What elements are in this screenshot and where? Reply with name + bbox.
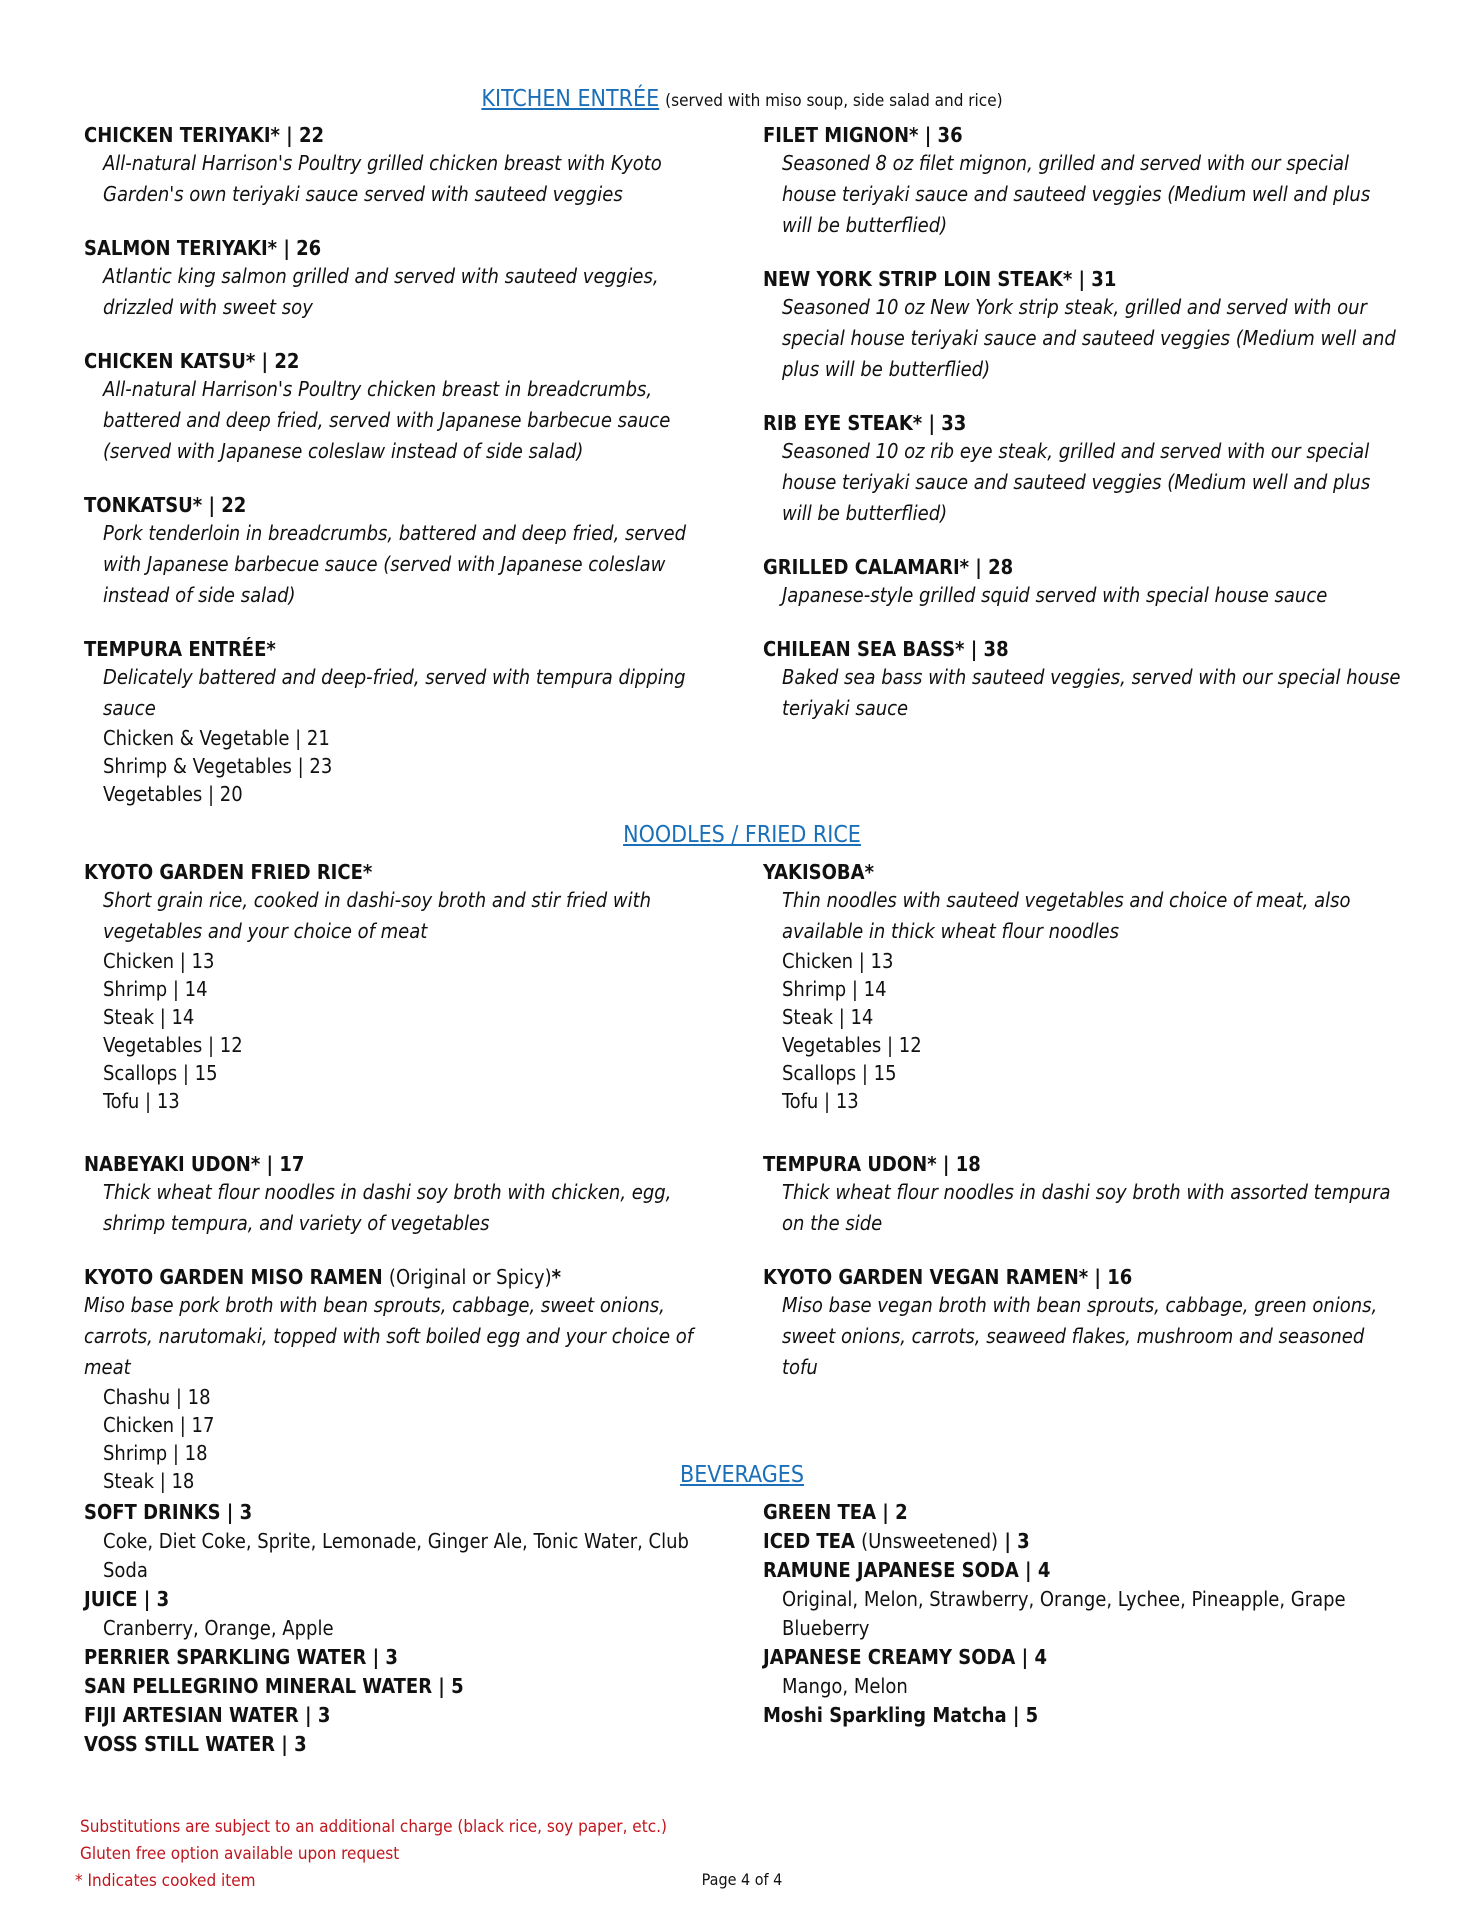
item-option: Tofu | 13 bbox=[103, 1089, 180, 1113]
page-number: Page 4 of 4 bbox=[701, 1870, 783, 1889]
beverage-title: SAN PELLEGRINO MINERAL WATER | 5 bbox=[84, 1674, 464, 1698]
item-title: TEMPURA ENTRÉE* bbox=[84, 637, 276, 661]
menu-item-nabeyaki-udon bbox=[84, 1151, 724, 1239]
item-option: Vegetables | 12 bbox=[782, 1033, 922, 1057]
kitchen-entree-header bbox=[0, 86, 1484, 112]
item-title: KYOTO GARDEN FRIED RICE* bbox=[84, 860, 373, 884]
item-option: Chashu | 18 bbox=[103, 1385, 211, 1409]
item-title: FILET MIGNON* | 36 bbox=[763, 123, 963, 147]
substitutions-note: Substitutions are subject to an additional charge (black rice, soy paper, etc.) bbox=[80, 1817, 667, 1837]
item-option: Tofu | 13 bbox=[782, 1089, 859, 1113]
item-title-name: KYOTO GARDEN MISO RAMEN bbox=[84, 1265, 383, 1289]
footer-notes bbox=[80, 1814, 667, 1868]
menu-item bbox=[763, 122, 1403, 241]
item-option: Chicken | 17 bbox=[103, 1413, 215, 1437]
menu-item-miso-ramen bbox=[84, 1264, 724, 1495]
item-option: Chicken | 13 bbox=[782, 949, 894, 973]
item-title: SALMON TERIYAKI* | 26 bbox=[84, 236, 322, 260]
item-option: Vegetables | 12 bbox=[103, 1033, 243, 1057]
item-description: Atlantic king salmon grilled and served with sauteed veggies, drizzled with sweet soy bbox=[103, 264, 659, 319]
noodles-left-column bbox=[84, 859, 724, 1495]
item-option: Shrimp | 14 bbox=[103, 977, 208, 1001]
menu-item bbox=[763, 410, 1403, 529]
kitchen-entree-title: KITCHEN ENTRÉE bbox=[481, 86, 660, 112]
item-option: Chicken & Vegetable | 21 bbox=[103, 726, 330, 750]
beverage-options: Blueberry bbox=[782, 1616, 870, 1640]
item-title: TEMPURA UDON* | 18 bbox=[763, 1152, 981, 1176]
menu-item bbox=[763, 554, 1403, 611]
iced-tea-name: ICED TEA bbox=[763, 1529, 855, 1553]
beverage-options: Mango, Melon bbox=[782, 1674, 908, 1698]
item-title: GRILLED CALAMARI* | 28 bbox=[763, 555, 1014, 579]
item-description: Thick wheat flour noodles in dashi soy broth with chicken, egg, shrimp tempura, and variety of vegetables bbox=[103, 1180, 672, 1235]
item-option: Steak | 14 bbox=[782, 1005, 874, 1029]
beverage-options: Cranberry, Orange, Apple bbox=[103, 1616, 334, 1640]
item-title: CHICKEN TERIYAKI* | 22 bbox=[84, 123, 325, 147]
noodles-header bbox=[0, 822, 1484, 848]
item-option: Steak | 18 bbox=[103, 1469, 195, 1493]
beverages-header bbox=[0, 1462, 1484, 1488]
gluten-free-note: Gluten free option available upon request bbox=[80, 1844, 400, 1864]
item-description: All-natural Harrison's Poultry grilled chicken breast with Kyoto Garden's own teriyaki sauce served with sauteed veggies bbox=[103, 151, 662, 206]
menu-item bbox=[84, 122, 724, 210]
item-title-note: (Original or Spicy) bbox=[388, 1265, 552, 1289]
beverage-options: Coke, Diet Coke, Sprite, Lemonade, Ginger Ale, Tonic Water, Club Soda bbox=[103, 1529, 689, 1582]
item-option: Chicken | 13 bbox=[103, 949, 215, 973]
item-description: Seasoned 10 oz New York strip steak, grilled and served with our special house teriyaki sauce and sauteed veggies (Medium well and plus will be butterflied) bbox=[782, 295, 1396, 381]
beverage-title: FIJI ARTESIAN WATER | 3 bbox=[84, 1703, 331, 1727]
item-description: Short grain rice, cooked in dashi-soy broth and stir fried with vegetables and your choice of meat bbox=[103, 888, 652, 943]
item-description: All-natural Harrison's Poultry chicken breast in breadcrumbs, battered and deep fried, served with Japanese barbecue sauce (served with Japanese coleslaw instead of side salad) bbox=[103, 377, 671, 463]
menu-item bbox=[763, 636, 1403, 724]
item-description: Miso base pork broth with bean sprouts, cabbage, sweet onions, carrots, narutomaki, topped with soft boiled egg and your choice of meat bbox=[84, 1293, 694, 1379]
beverage-title: Moshi Sparkling Matcha | 5 bbox=[763, 1703, 1039, 1727]
menu-item-fried-rice bbox=[84, 859, 724, 1115]
beverage-title: JAPANESE CREAMY SODA | 4 bbox=[763, 1645, 1047, 1669]
kitchen-right-column bbox=[763, 122, 1403, 724]
item-description: Delicately battered and deep-fried, served with tempura dipping sauce bbox=[103, 665, 686, 720]
noodles-right-column bbox=[763, 859, 1403, 1383]
item-title: RIB EYE STEAK* | 33 bbox=[763, 411, 967, 435]
menu-item-yakisoba bbox=[763, 859, 1403, 1115]
item-title: NEW YORK STRIP LOIN STEAK* | 31 bbox=[763, 267, 1117, 291]
item-option: Scallops | 15 bbox=[103, 1061, 218, 1085]
kitchen-left-column bbox=[84, 122, 724, 808]
item-description: Japanese-style grilled squid served with special house sauce bbox=[782, 583, 1328, 607]
beverage-title: PERRIER SPARKLING WATER | 3 bbox=[84, 1645, 398, 1669]
item-description: Seasoned 8 oz filet mignon, grilled and served with our special house teriyaki sauce and sauteed veggies (Medium well and plus will be butterflied) bbox=[782, 151, 1371, 237]
item-title: CHILEAN SEA BASS* | 38 bbox=[763, 637, 1009, 661]
item-title-star: * bbox=[551, 1265, 561, 1289]
beverage-title: RAMUNE JAPANESE SODA | 4 bbox=[763, 1558, 1051, 1582]
item-option: Shrimp | 18 bbox=[103, 1441, 208, 1465]
item-description: Thin noodles with sauteed vegetables and choice of meat, also available in thick wheat flour noodles bbox=[782, 888, 1351, 943]
menu-item-tempura-udon bbox=[763, 1151, 1403, 1239]
beverage-title: GREEN TEA | 2 bbox=[763, 1500, 908, 1524]
menu-item-vegan-ramen bbox=[763, 1264, 1403, 1383]
item-title bbox=[84, 1264, 724, 1290]
item-description: Pork tenderloin in breadcrumbs, battered and deep fried, served with Japanese barbecue sauce (served with Japanese coleslaw instead of side salad) bbox=[103, 521, 686, 607]
item-option: Shrimp | 14 bbox=[782, 977, 887, 1001]
item-option: Shrimp & Vegetables | 23 bbox=[103, 754, 333, 778]
item-description: Miso base vegan broth with bean sprouts, cabbage, green onions, sweet onions, carrots, seaweed flakes, mushroom and seasoned tofu bbox=[782, 1293, 1378, 1379]
cooked-item-note: * Indicates cooked item bbox=[75, 1871, 256, 1891]
item-description: Baked sea bass with sauteed veggies, served with our special house teriyaki sauce bbox=[782, 665, 1401, 720]
beverage-title-iced-tea bbox=[763, 1527, 1403, 1556]
kitchen-entree-note: (served with miso soup, side salad and rice) bbox=[665, 91, 1003, 111]
item-description: Seasoned 10 oz rib eye steak, grilled and served with our special house teriyaki sauce and sauteed veggies (Medium well and plus will be butterflied) bbox=[782, 439, 1371, 525]
beverages-right-column bbox=[763, 1498, 1403, 1730]
menu-item bbox=[84, 235, 724, 323]
menu-item bbox=[763, 266, 1403, 385]
beverage-title: VOSS STILL WATER | 3 bbox=[84, 1732, 307, 1756]
beverages-title: BEVERAGES bbox=[680, 1462, 804, 1488]
beverage-title: JUICE | 3 bbox=[84, 1587, 170, 1611]
item-option: Vegetables | 20 bbox=[103, 782, 243, 806]
iced-tea-note: (Unsweetened) bbox=[861, 1529, 999, 1553]
item-title: YAKISOBA* bbox=[763, 860, 874, 884]
beverage-title: SOFT DRINKS | 3 bbox=[84, 1500, 253, 1524]
item-title: NABEYAKI UDON* | 17 bbox=[84, 1152, 305, 1176]
menu-item bbox=[84, 492, 724, 611]
menu-item bbox=[84, 348, 724, 467]
item-title: TONKATSU* | 22 bbox=[84, 493, 247, 517]
iced-tea-price: | 3 bbox=[1004, 1529, 1030, 1553]
item-description: Thick wheat flour noodles in dashi soy broth with assorted tempura on the side bbox=[782, 1180, 1391, 1235]
item-title: CHICKEN KATSU* | 22 bbox=[84, 349, 300, 373]
item-option: Steak | 14 bbox=[103, 1005, 195, 1029]
noodles-title: NOODLES / FRIED RICE bbox=[623, 822, 861, 848]
item-option: Scallops | 15 bbox=[782, 1061, 897, 1085]
menu-item-tempura-entree bbox=[84, 636, 724, 808]
item-title: KYOTO GARDEN VEGAN RAMEN* | 16 bbox=[763, 1265, 1133, 1289]
beverages-left-column bbox=[84, 1498, 724, 1759]
beverage-options: Original, Melon, Strawberry, Orange, Lychee, Pineapple, Grape bbox=[782, 1587, 1346, 1611]
